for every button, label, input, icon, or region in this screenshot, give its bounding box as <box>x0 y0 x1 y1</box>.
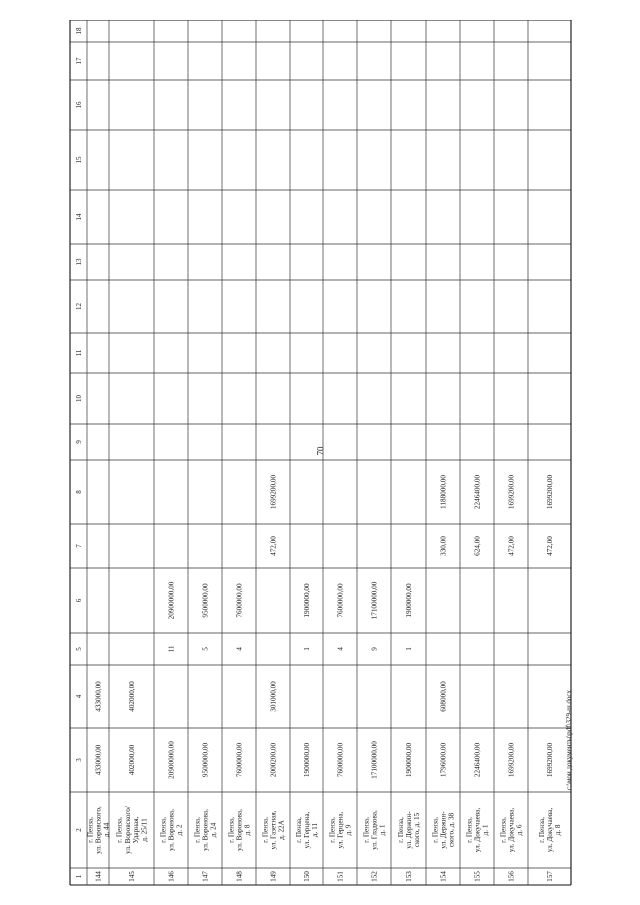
cell-address-line: г. Пенза, <box>193 817 202 843</box>
cell-n-line: 154 <box>439 871 448 882</box>
cell-n <box>371 871 379 882</box>
cell-address-line: г. Пенза, <box>499 817 508 843</box>
cell-address-line: ул. Докучаева, <box>473 807 482 853</box>
cell-c3 <box>508 743 516 778</box>
column-number-8 <box>75 490 83 494</box>
cell-c3 <box>95 744 103 775</box>
column-number-3 <box>75 758 83 762</box>
cell-c3-line: 1796000,00 <box>439 742 448 778</box>
cell-address-line: д. 24 <box>209 822 218 838</box>
column-number-11 <box>75 349 83 356</box>
cell-address-line: ул. Гладкова, <box>370 810 379 850</box>
cell-c4-line: 301000,00 <box>269 681 278 712</box>
cell-c3 <box>546 743 554 778</box>
cell-address-line: ул. Держин- <box>439 811 448 849</box>
cell-address-line: ул. Докучаева, <box>507 807 516 853</box>
column-number-18-line: 18 <box>75 27 83 35</box>
cell-c7-line: 472,00 <box>269 536 278 556</box>
cell-c6-line: 1900000,00 <box>405 583 413 618</box>
cell-address <box>538 808 562 852</box>
cell-c3-line: 7600000,00 <box>336 742 345 778</box>
cell-c3-line: 1900000,00 <box>303 742 311 778</box>
column-number-5-line: 5 <box>75 647 83 651</box>
cell-address-line: г. Пенза, <box>537 817 546 843</box>
column-number-17 <box>75 57 83 65</box>
cell-n-line: 152 <box>370 871 379 882</box>
cell-c8 <box>440 475 448 509</box>
cell-address-line: г. Пенза, <box>86 817 95 843</box>
column-number-11-line: 11 <box>75 349 83 357</box>
column-number-1-line: 1 <box>75 874 83 879</box>
column-number-4 <box>75 694 83 698</box>
cell-address <box>227 809 251 851</box>
cell-n <box>202 871 210 882</box>
cell-c3 <box>371 741 379 779</box>
cell-c4 <box>128 681 136 712</box>
cell-c3-line: 9500000,00 <box>201 742 210 778</box>
cell-n <box>508 871 516 882</box>
cell-c3-line: 2000200,00 <box>269 742 278 778</box>
cell-c7 <box>508 536 516 556</box>
cell-address-line: г. Пенза, <box>465 817 474 843</box>
column-number-15 <box>75 156 83 164</box>
column-number-10-line: 10 <box>75 395 83 402</box>
column-number-16 <box>75 101 83 109</box>
cell-address <box>193 809 217 851</box>
cell-n-line: 145 <box>128 871 136 882</box>
cell-address <box>465 808 489 852</box>
column-number-18 <box>75 27 83 35</box>
cell-c8-line: 1699200,00 <box>546 474 554 510</box>
cell-n <box>270 871 278 882</box>
cell-c3-line: 20900000,00 <box>167 741 176 779</box>
cell-c7 <box>270 536 278 556</box>
cell-c7-line: 330,00 <box>439 536 448 556</box>
cell-c7 <box>546 536 554 556</box>
cell-c3 <box>474 743 482 778</box>
cell-c8-line: 1699200,00 <box>507 474 516 510</box>
cell-address-line: д. 25/11 <box>140 818 149 842</box>
cell-c5 <box>303 647 311 651</box>
column-number-2 <box>75 828 83 832</box>
cell-c6-line: 17100000,00 <box>370 581 379 620</box>
column-number-9-line: 9 <box>75 440 83 444</box>
column-number-15-line: 15 <box>75 156 83 164</box>
column-number-16-line: 16 <box>75 101 83 109</box>
cell-c3 <box>405 743 413 778</box>
cell-c6 <box>236 583 244 618</box>
cell-address-line: ул. Воронова, <box>235 809 244 851</box>
column-number-14 <box>75 213 83 221</box>
cell-address-line: ул. Газетная, <box>269 810 278 850</box>
cell-address-line: ул. Воровского, <box>94 806 103 854</box>
cell-c3 <box>236 743 244 778</box>
cell-c6-line: 20900000,00 <box>167 581 176 620</box>
page-number: 70 <box>315 446 326 456</box>
column-number-7 <box>75 544 83 548</box>
cell-c3 <box>337 743 345 778</box>
column-number-10 <box>75 395 83 403</box>
cell-c3-line: 1900000,00 <box>405 742 413 778</box>
cell-c3-line: 7600000,00 <box>235 742 244 778</box>
cell-address <box>397 811 421 849</box>
cell-n-line: 149 <box>269 871 278 882</box>
column-number-5 <box>75 647 83 651</box>
column-number-3-line: 3 <box>75 758 83 762</box>
cell-n-line: 148 <box>235 871 244 882</box>
cell-address-line: д. 8 <box>554 824 563 836</box>
column-number-13-line: 13 <box>75 258 83 266</box>
cell-address-line: д. 11 <box>311 822 320 838</box>
cell-c4-line: 433000,00 <box>94 681 103 712</box>
cell-address-line: д. 6 <box>515 824 524 836</box>
cell-c5-line: 1 <box>303 647 311 651</box>
cell-address-line: г. Пенза, <box>227 817 236 843</box>
column-number-12-line: 12 <box>75 303 83 310</box>
cell-c7-line: 624,00 <box>473 536 482 556</box>
cell-c8 <box>474 475 482 510</box>
cell-c5-line: 9 <box>370 647 379 651</box>
cell-n-line: 146 <box>167 871 176 882</box>
column-number-17-line: 17 <box>75 57 83 65</box>
cell-c3-line: 433000,00 <box>94 744 103 776</box>
cell-address <box>499 808 523 852</box>
cell-n-line: 151 <box>336 871 345 882</box>
cell-address-line: д. 1 <box>481 824 490 836</box>
cell-c8-line: 2246400,00 <box>473 474 482 510</box>
column-number-1 <box>75 874 83 878</box>
cell-c6 <box>168 581 176 619</box>
cell-c3-line: 402000,00 <box>128 744 136 776</box>
cell-c4 <box>270 681 278 712</box>
column-number-8-line: 8 <box>75 490 83 494</box>
cell-n-line: 147 <box>201 871 210 882</box>
column-number-12 <box>75 303 83 311</box>
cell-c5-line: 4 <box>336 647 345 651</box>
cell-c6-line: 9500000,00 <box>201 583 210 618</box>
cell-n <box>337 871 345 882</box>
table-grid <box>60 20 580 890</box>
cell-c3 <box>202 743 210 778</box>
column-number-7-line: 7 <box>75 544 83 548</box>
cell-c5-line: 5 <box>201 647 210 651</box>
footer-path: c:\мои документы\pdf\329-ш.docx <box>565 689 573 790</box>
cell-address-line: ул. Герцена, <box>336 811 345 849</box>
cell-address-line: ул. Докучаева, <box>546 807 554 853</box>
cell-n <box>546 871 554 882</box>
cell-address <box>362 810 386 850</box>
cell-c5 <box>337 647 345 651</box>
cell-address <box>261 810 285 849</box>
cell-address-line: г. Пенза, <box>328 817 337 843</box>
column-number-13 <box>75 258 83 266</box>
cell-c7 <box>440 536 448 556</box>
cell-c5 <box>371 647 379 651</box>
cell-c7 <box>474 536 482 556</box>
cell-c5 <box>405 647 413 651</box>
cell-address <box>159 809 183 851</box>
cell-address <box>328 811 352 848</box>
cell-c5 <box>168 645 176 652</box>
cell-c6-line: 1900000,00 <box>303 583 311 618</box>
cell-c5 <box>202 647 210 651</box>
cell-c6 <box>303 583 311 618</box>
cell-c6-line: 7600000,00 <box>336 583 345 618</box>
cell-c8-line: 1188000,00 <box>439 475 448 509</box>
cell-address-line: д. 9 <box>344 824 353 836</box>
rotated-table <box>60 20 580 890</box>
cell-address-line: г. Пенза, <box>396 817 405 843</box>
cell-n <box>474 871 482 882</box>
cell-address-line: г. Пенза, <box>159 817 168 843</box>
cell-address-line: Ударная, <box>132 816 141 844</box>
cell-c3-line: 1699200,00 <box>546 742 554 778</box>
cell-c7-line: 472,00 <box>507 536 516 556</box>
cell-n <box>128 871 136 882</box>
cell-n <box>405 871 413 882</box>
cell-address <box>116 806 149 854</box>
cell-c3-line: 2246400,00 <box>473 742 482 778</box>
cell-address <box>431 811 455 849</box>
cell-c3 <box>168 741 176 779</box>
cell-c4 <box>440 681 448 712</box>
cell-c5-line: 1 <box>405 647 413 651</box>
cell-c3 <box>440 743 448 778</box>
cell-address-line: г. Пенза, <box>261 817 270 843</box>
cell-address-line: д. 44 <box>102 822 111 838</box>
cell-c8-line: 1699200,00 <box>269 474 278 510</box>
cell-c3-line: 17100000,00 <box>370 741 379 779</box>
column-number-4-line: 4 <box>75 694 83 699</box>
cell-address-line: г. Пенза, <box>431 817 440 843</box>
cell-c3 <box>303 743 311 778</box>
cell-c3 <box>270 743 278 778</box>
cell-address-line: ул. Воровского/ <box>123 806 132 854</box>
cell-n <box>95 871 103 882</box>
cell-address <box>295 811 319 848</box>
cell-c6 <box>202 583 210 618</box>
cell-n <box>168 871 176 882</box>
cell-address-line: д. 1 <box>378 824 387 836</box>
cell-c7-line: 472,00 <box>546 536 554 556</box>
cell-address-line: г. Пенза, <box>294 817 303 843</box>
cell-n-line: 150 <box>303 871 311 882</box>
cell-n-line: 155 <box>473 871 482 882</box>
cell-address-line: ского, д. 15 <box>413 812 422 848</box>
column-number-9 <box>75 440 83 444</box>
column-number-2-line: 2 <box>75 828 83 832</box>
cell-c5-line: 11 <box>167 645 176 653</box>
cell-address-line: ул. Воронова, <box>167 809 176 851</box>
cell-address-line: г. Пенза, <box>115 817 124 843</box>
cell-address-line: д. 22А <box>277 820 286 840</box>
cell-c4-line: 608000,00 <box>439 681 448 712</box>
cell-address-line: д. 2 <box>175 824 184 836</box>
column-number-6-line: 6 <box>75 598 83 603</box>
cell-n-line: 156 <box>507 871 516 882</box>
cell-address-line: ул. Держин- <box>405 811 413 849</box>
cell-n <box>303 871 311 882</box>
cell-n-line: 153 <box>405 871 413 882</box>
cell-address-line: ул. Герцена, <box>303 811 311 849</box>
column-number-14-line: 14 <box>75 213 83 221</box>
cell-n <box>236 871 244 882</box>
cell-c3 <box>128 744 136 775</box>
cell-n <box>440 871 448 882</box>
cell-c4-line: 402000,00 <box>128 681 136 712</box>
cell-address-line: ского, д. 38 <box>447 812 456 848</box>
cell-c6-line: 7600000,00 <box>235 583 244 618</box>
cell-address-line: д. 8 <box>243 824 252 836</box>
cell-n-line: 157 <box>546 871 554 882</box>
cell-c3-line: 1699200,00 <box>507 742 516 778</box>
cell-address-line: г. Пенза, <box>362 817 371 843</box>
cell-c4 <box>95 681 103 712</box>
cell-n-line: 144 <box>94 871 103 882</box>
cell-c6 <box>405 583 413 618</box>
cell-c5-line: 4 <box>235 647 244 651</box>
cell-c5 <box>236 647 244 651</box>
cell-address-line: ул. Воронова, <box>201 809 210 851</box>
cell-c8 <box>546 475 554 510</box>
column-number-6 <box>75 598 83 602</box>
cell-c8 <box>270 475 278 510</box>
cell-c6 <box>337 583 345 618</box>
cell-address <box>86 806 110 854</box>
cell-c8 <box>508 475 516 510</box>
cell-c6 <box>371 581 379 619</box>
